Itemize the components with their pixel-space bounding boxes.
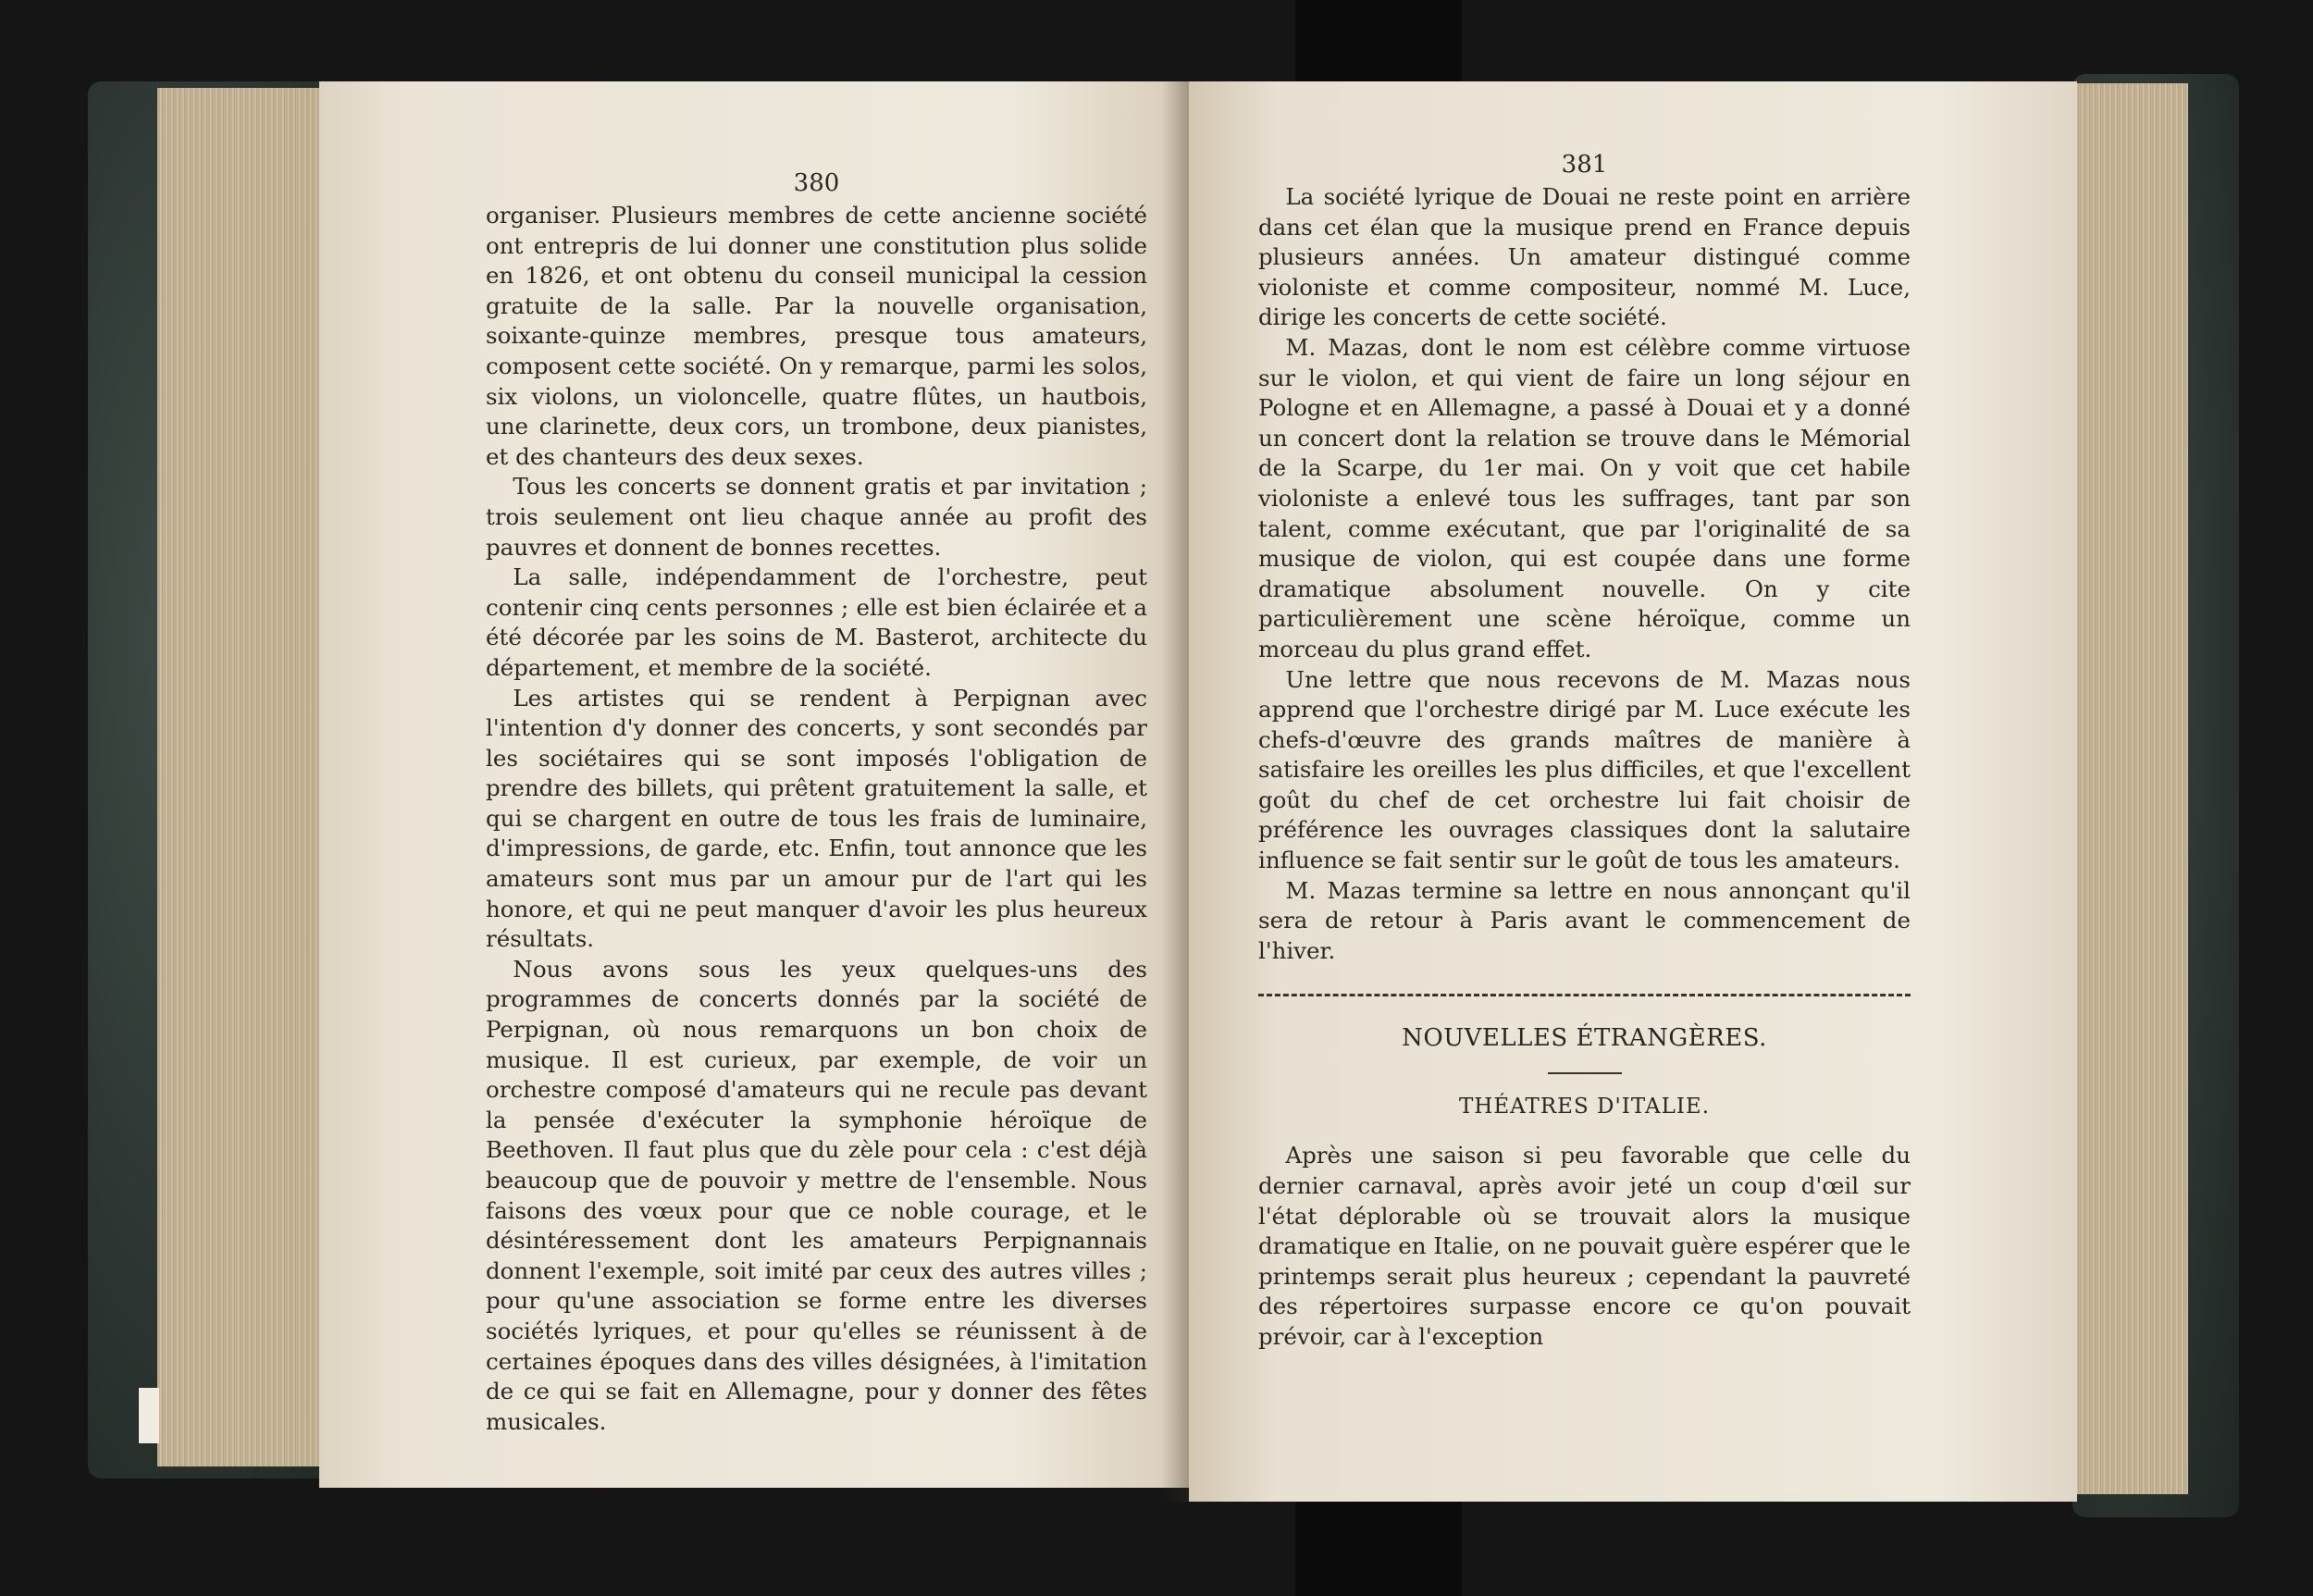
page-number-right: 381 [1561, 151, 1608, 179]
left-page [319, 81, 1189, 1488]
section-heading: NOUVELLES ÉTRANGÈRES. [1402, 1024, 1767, 1053]
paragraph: Nous avons sous les yeux quelques-uns des programmes de concerts donnés par la société de Perpignan, où nous remarquons un bon choix de musique. Il est curieux, par exemple, de voir un orchestre composé d'amateurs qui ne recule pas devant la pensée d'exécuter la symphonie héroïque de Beethoven. Il faut plus que du zèle pour cela : c'est déjà beaucoup que de pouvoir y mettre de l'ensemble. Nous faisons des vœux pour que ce noble courage, et le désintéressement dont les amateurs Perpignannais donnent l'exemple, soit imité par ceux des autres villes ; pour qu'une association se forme entre les diverses sociétés lyriques, et pour qu'elles se réunissent à de certaines époques dans des villes désignées, à l'imitation de ce qui se fait en Allemagne, pour y donner des fêtes musicales. [486, 955, 1147, 1435]
paragraph: M. Mazas termine sa lettre en nous annonçant qu'il sera de retour à Paris avant le commencement de l'hiver. [1258, 876, 1911, 964]
page-number-left: 380 [793, 169, 840, 197]
paragraph: Tous les concerts se donnent gratis et par invitation ; trois seulement ont lieu chaque année au profit des pauvres et donnent de bonnes recettes. [486, 473, 1147, 561]
paragraph: La société lyrique de Douai ne reste point en arrière dans cet élan que la musique prend en France depuis plusieurs années. Un amateur distingué comme violoniste et comme compositeur, nommé M. Luce, dirige les concerts de cette société. [1258, 183, 1911, 331]
section-subheading: THÉATRES D'ITALIE. [1458, 1095, 1711, 1120]
paragraph: Une lettre que nous recevons de M. Mazas nous apprend que l'orchestre dirigé par M. Luce exécute les chefs-d'œuvre des grands maîtres de manière à satisfaire les oreilles les plus difficiles, et que l'excellent goût du chef de cet orchestre lui fait choisir de préférence les ouvrages classiques dont la salutaire influence se fait sentir sur le goût de tous les amateurs. [1258, 665, 1911, 874]
paragraph: M. Mazas, dont le nom est célèbre comme virtuose sur le violon, et qui vient de faire un long séjour en Pologne et en Allemagne, a passé à Douai et y a donné un concert dont la relation se trouve dans le Mémorial de la Scarpe, du 1er mai. On y voit que cet habile violoniste a enlevé tous les suffrages, tant par son talent, comme exécutant, que par l'originalité de sa musique de violon, qui est coupée dans une forme dramatique absolument nouvelle. On y cite particulièrement une scène héroïque, comme un morceau du plus grand effet. [1258, 333, 1911, 662]
right-page-text [1258, 182, 1911, 966]
paragraph: Les artistes qui se rendent à Perpignan avec l'intention d'y donner des concerts, y sont secondés par les sociétaires qui se sont imposés l'obligation de prendre des billets, qui prêtent gratuitement la salle, et qui se chargent en outre de tous les frais de luminaire, d'impressions, de garde, etc. Enfin, tout annonce que les amateurs sont mus par un amour pur de l'art qui les honore, et qui ne peut manquer d'avoir les plus heureux résultats. [486, 684, 1147, 953]
right-page [1189, 81, 2077, 1502]
page-edges-left [157, 88, 342, 1466]
left-page-text [486, 201, 1147, 1437]
paragraph: La salle, indépendamment de l'orchestre, peut contenir cinq cents personnes ; elle est bien éclairée et a été décorée par les soins de M. Basterot, architecte du département, et membre de la société. [486, 563, 1147, 681]
page-tab [139, 1388, 159, 1443]
section-text [1258, 1141, 1911, 1352]
page-edges-right [2068, 83, 2188, 1494]
short-rule [1548, 1072, 1622, 1074]
paragraph: Après une saison si peu favorable que celle du dernier carnaval, après avoir jeté un coup d'œil sur l'état déplorable où se trouvait alors la musique dramatique en Italie, on ne pouvait guère espérer que le printemps serait plus heureux ; cependant la pauvreté des répertoires surpasse encore ce qu'on pouvait prévoir, car à l'exception [1258, 1142, 1911, 1350]
ornamental-divider [1258, 994, 1911, 996]
paragraph: organiser. Plusieurs membres de cette ancienne société ont entrepris de lui donner une constitution plus solide en 1826, et ont obtenu du conseil municipal la cession gratuite de la salle. Par la nouvelle organisation, soixante-quinze membres, presque tous amateurs, composent cette société. On y remarque, parmi les solos, six violons, un violoncelle, quatre flûtes, un hautbois, une clarinette, deux cors, un trombone, deux pianistes, et des chanteurs des deux sexes. [486, 202, 1147, 470]
